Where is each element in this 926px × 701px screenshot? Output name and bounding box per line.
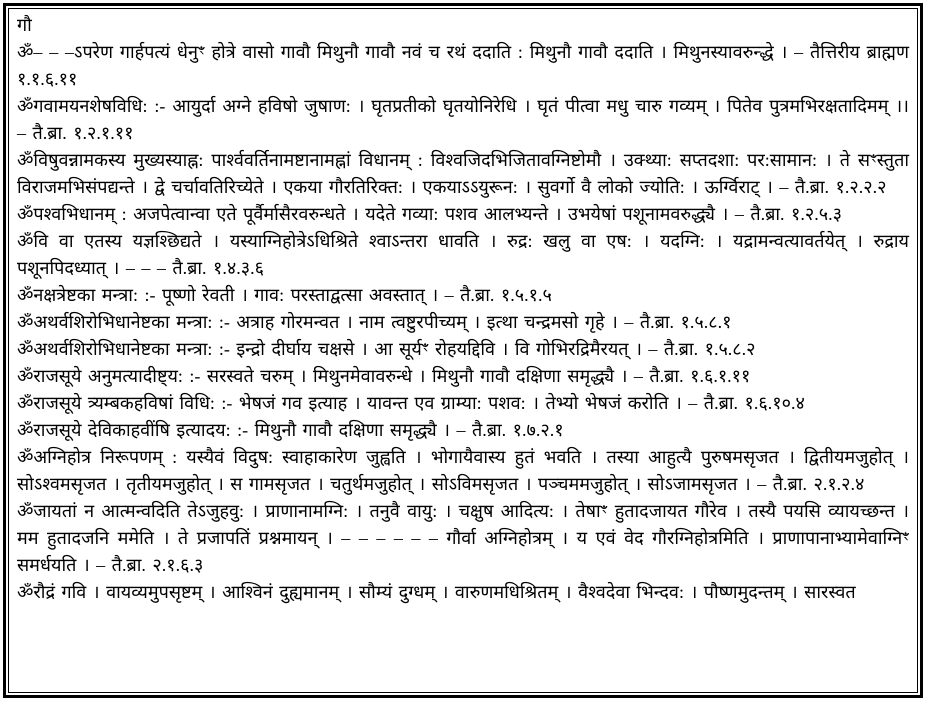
- scripture-entry: ॐजायतां न आत्मन्वदिति तेऽजुहवु: । प्राणानामग्नि: । तनुवै वायु: । चक्षुष आदित्य: । तेषाꣳ हुतादजायत गौरेव । तस्यै पयसि व्यायच्छन्त । मम हुतादजनि ममेति । ते प्रजापतिं प्रश्नमायन् । – – – – – – गौर्वा अग्निहोत्रम् । य एवं वेद गौरग्निहोत्रमिति । प्राणापानाभ्यामेवाग्निꣳ समर्धयति । – तै.ब्रा. २.१.६.३: [17, 501, 909, 575]
- scripture-entry: ॐ– – –ऽपरेण गार्हपत्यं धेनुꣳ होत्रे वासो गावौ मिथुनौ गावौ नवं च रथं ददाति : मिथुनौ गावौ ददाति । मिथुनस्यावरुन्द्धे । – तैत्तिरीय ब्राह्मण १.१.६.११: [17, 42, 909, 89]
- scripture-entry: ॐराजसूये देविकाहवींषि इत्यादय: :- मिथुनौ गावौ दक्षिणा समृद्ध्यै । – तै.ब्रा. १.७.२.१: [17, 420, 564, 440]
- document-page: [8, 8, 918, 693]
- scripture-entry: ॐपश्वभिधानम् : अजपेत्वान्वा एते पूर्वैर्मासैरवरुन्धते । यदेते गव्या: पशव आलभ्यन्ते । उभयेषां पशूनामवरुद्ध्यै । – तै.ब्रा. १.२.५.३: [17, 204, 842, 224]
- page-title: गौ: [17, 15, 32, 35]
- scripture-entry: ॐविषुवन्नामकस्य मुख्यस्याह्न: पार्श्ववर्तिनामष्टानामह्नां विधानम् : विश्वजिदभिजितावग्निष्टोमौ । उक्थ्या: सप्तदशा: पर:सामान: । ते सꣳस्तुता विराजमभिसंपद्यन्ते । द्वे चर्चावतिरिच्येते । एकया गौरतिरिक्त: । एकयाऽऽयुरून: । सुवर्गो वै लोको ज्योति: । ऊर्ग्विराट् । – तै.ब्रा. १.२.२.२: [17, 150, 909, 197]
- scripture-entry: ॐवि वा एतस्य यज्ञश्छिद्यते । यस्याग्निहोत्रेऽधिश्रिते श्वाऽन्तरा धावति । रुद्र: खलु वा एष: । यदग्नि: । यद्रामन्वत्यावर्तयेत् । रुद्राय पशूनपिदध्यात् । – – – तै.ब्रा. १.४.३.६: [17, 231, 909, 278]
- scripture-entry: ॐराजसूये त्र्यम्बकहविषां विधि: :- भेषजं गव इत्याह । यावन्त एव ग्राम्या: पशव: । तेभ्यो भेषजं करोति । – तै.ब्रा. १.६.१०.४: [17, 393, 805, 413]
- scripture-entry: ॐराजसूये अनुमत्यादीष्ट्य: :- सरस्वते चरुम् । मिथुनमेवावरुन्धे । मिथुनौ गावौ दक्षिणा समृद्ध्यै । – तै.ब्रा. १.६.१.११: [17, 366, 751, 386]
- scripture-entry: ॐअथर्वशिरोभिधानेष्टका मन्त्रा: :- इन्द्रो दीर्घाय चक्षसे । आ सूर्यꣳ रोहयद्दिवि । वि गोभिरद्रिमैरयत् । – तै.ब्रा. १.५.८.२: [17, 339, 756, 359]
- scripture-entry: ॐनक्षत्रेष्टका मन्त्रा: :- पूष्णो रेवती । गाव: परस्ताद्वत्सा अवस्तात् । – तै.ब्रा. १.५.१.५: [17, 285, 552, 305]
- scripture-entry: ॐरौद्रं गवि । वायव्यमुपसृष्टम् । आश्विनं दुह्यमानम् । सौम्यं दुग्धम् । वारुणमधिश्रितम् । वैश्वदेवा भिन्दव: । पौष्णमुदन्तम् । सारस्वत: [17, 582, 856, 602]
- scripture-entry: ॐगवामयनशेषविधि: :- आयुर्दा अग्ने हविषो जुषाण: । घृतप्रतीको घृतयोनिरेधि । घृतं पीत्वा मधु चारु गव्यम् । पितेव पुत्रमभिरक्षतादिमम् ।। – तै.ब्रा. १.२.१.११: [17, 96, 909, 143]
- page-border: [3, 3, 923, 698]
- scripture-entry: ॐअथर्वशिरोभिधानेष्टका मन्त्रा: :- अत्राह गोरमन्वत । नाम त्वष्टुरपीच्यम् । इत्था चन्द्रमसो गृहे । – तै.ब्रा. १.५.८.१: [17, 312, 732, 332]
- scripture-entry: ॐअग्निहोत्र निरूपणम् : यस्यैवं विदुष: स्वाहाकारेण जुह्वति । भोगायैवास्य हुतं भवति । तस्या आहुत्यै पुरुषमसृजत । द्वितीयमजुहोत् । सोऽश्वमसृजत । तृतीयमजुहोत् । स गामसृजत । चतुर्थमजुहोत् । सोऽविमसृजत । पञ्चममजुहोत् । सोऽजामसृजत । – तै.ब्रा. २.१.२.४: [17, 447, 909, 494]
